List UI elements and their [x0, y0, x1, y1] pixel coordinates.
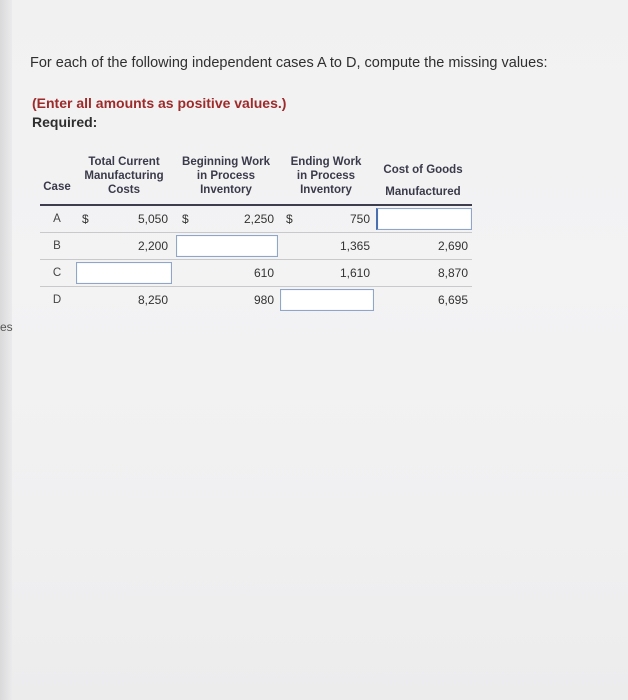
- table-row-b: [40, 233, 472, 259]
- left-edge-strip: [0, 0, 12, 700]
- instruction-text: (Enter all amounts as positive values.): [32, 95, 287, 111]
- header-case: Case: [43, 180, 71, 193]
- ewip-value: 1,365: [339, 239, 370, 253]
- case-label: C: [52, 267, 62, 279]
- case-label: D: [52, 294, 62, 306]
- cgm-input-a[interactable]: [376, 208, 472, 230]
- currency-symbol: $: [182, 212, 189, 226]
- table-row-c: [40, 260, 472, 286]
- table-row-d: [40, 287, 472, 313]
- cgm-value: 2,690: [437, 239, 468, 253]
- case-label: B: [53, 240, 61, 252]
- bwip-value: 610: [253, 266, 274, 280]
- ewip-value: $ 750: [280, 208, 374, 230]
- currency-symbol: $: [286, 212, 293, 226]
- tcm-input-c[interactable]: [76, 262, 172, 284]
- bwip-value: 980: [253, 293, 274, 307]
- side-text-fragment: es: [0, 320, 13, 334]
- case-label: A: [53, 213, 61, 225]
- tcm-value: 8,250: [137, 293, 168, 307]
- ewip-input-d[interactable]: [280, 289, 374, 311]
- bwip-input-b[interactable]: [176, 235, 278, 257]
- ewip-value: 1,610: [339, 266, 370, 280]
- cgm-value: 8,870: [437, 266, 468, 280]
- currency-symbol: $: [82, 212, 89, 226]
- problem-prompt: For each of the following independent cases A to D, compute the missing values:: [30, 55, 548, 71]
- bwip-value: $ 2,250: [176, 208, 278, 230]
- required-label: Required:: [32, 114, 98, 130]
- header-cost-of-goods-manufactured: Cost of Goods Manufactured: [383, 164, 463, 198]
- tcm-value: $ 5,050: [76, 208, 172, 230]
- header-beginning-wip-inventory: Beginning Work in Process Inventory: [182, 156, 270, 196]
- table-row-a: [40, 206, 472, 232]
- cgm-value: 6,695: [437, 293, 468, 307]
- header-ending-wip-inventory: Ending Work in Process Inventory: [290, 156, 362, 196]
- header-total-current-manufacturing-costs: Total Current Manufacturing Costs: [84, 156, 164, 196]
- tcm-value: 2,200: [137, 239, 168, 253]
